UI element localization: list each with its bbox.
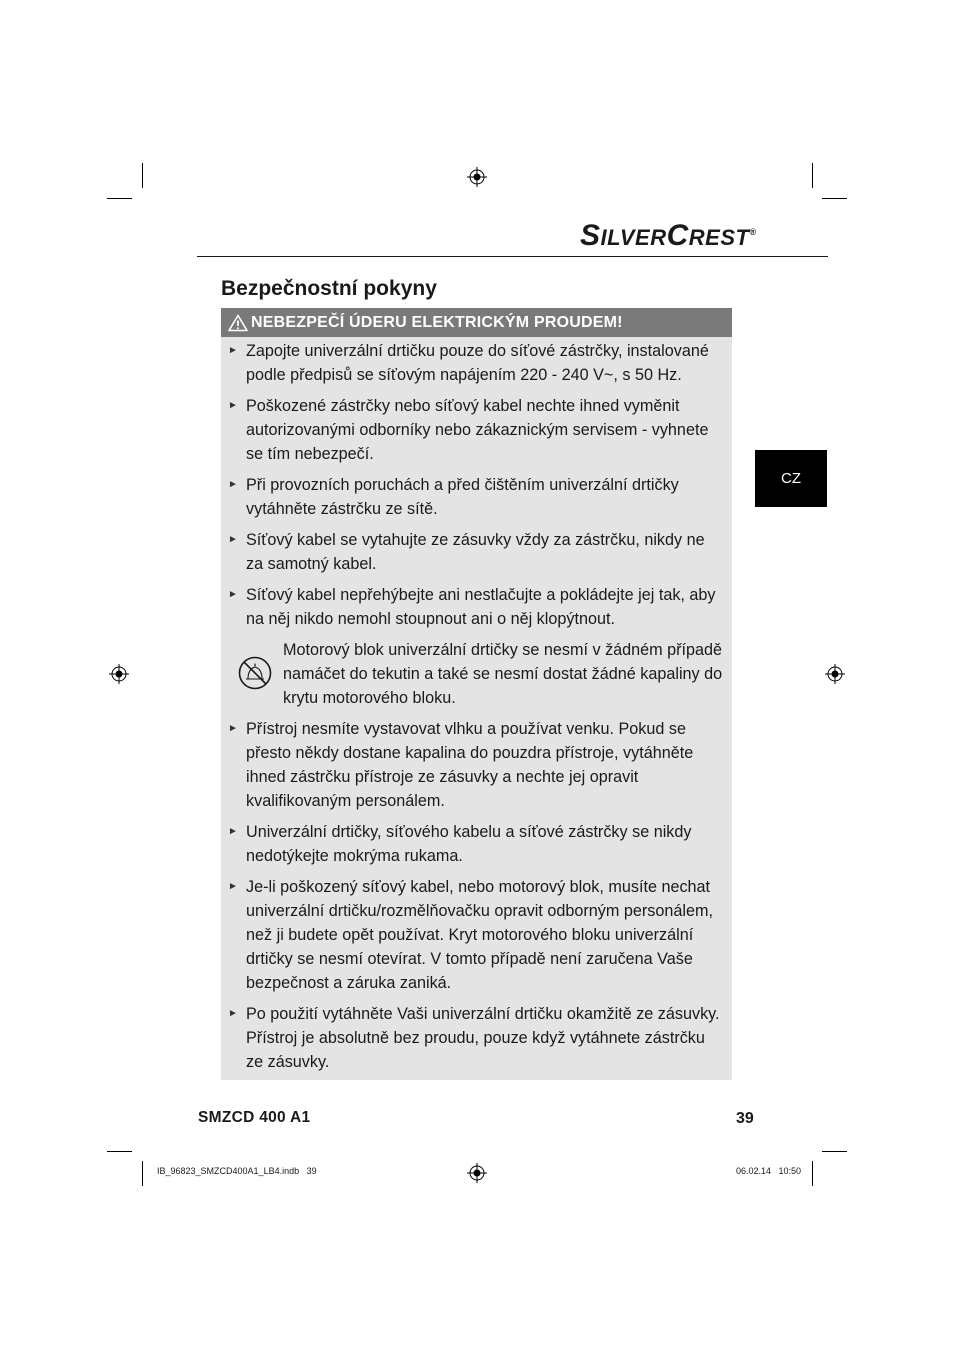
immersion-note: Motorový blok univerzální drtičky se nesmí v žádném případě namáčet do tekutin a také se nesmí dostat žádné kapaliny do krytu motorového bloku.: [221, 638, 732, 710]
language-tab: CZ: [755, 450, 827, 507]
page-number: 39: [736, 1110, 754, 1127]
warning-triangle-icon: [228, 314, 248, 332]
arrow-bullet-icon: ►: [228, 881, 238, 892]
page-title: Bezpečnostní pokyny: [221, 277, 437, 300]
list-item: ► Zapojte univerzální drtičku pouze do síťové zástrčky, instalované podle předpisů se síťovým napájením 220 - 240 V~, s 50 Hz.: [221, 339, 732, 387]
safety-list: [221, 339, 732, 1081]
arrow-bullet-icon: ►: [228, 534, 238, 545]
registration-mark-icon: [467, 167, 487, 187]
registration-mark-icon: [109, 664, 129, 684]
arrow-bullet-icon: ►: [228, 400, 238, 411]
crop-mark: [812, 163, 813, 188]
crop-mark: [812, 1161, 813, 1186]
brand-logo: SILVERCREST®: [580, 219, 757, 252]
list-item: ► Přístroj nesmíte vystavovat vlhku a používat venku. Pokud se přesto někdy dostane kapalina do pouzdra přístroje, vytáhněte ihned zástrčku přístroje ze zásuvky a nechte jej opravit kvalifikovaným personálem.: [221, 717, 732, 813]
crop-mark: [142, 163, 143, 188]
crop-mark: [822, 1151, 847, 1152]
crop-mark: [822, 198, 847, 199]
header-rule: [197, 256, 828, 257]
warning-heading-text: NEBEZPEČÍ ÚDERU ELEKTRICKÝM PROUDEM!: [251, 313, 623, 331]
crop-mark: [142, 1161, 143, 1186]
arrow-bullet-icon: ►: [228, 826, 238, 837]
crop-mark: [107, 198, 132, 199]
crop-mark: [107, 1151, 132, 1152]
registration-mark-icon: [467, 1163, 487, 1183]
list-item: ► Univerzální drtičky, síťového kabelu a síťové zástrčky se nikdy nedotýkejte mokrýma rukama.: [221, 820, 732, 868]
registration-mark-icon: [825, 664, 845, 684]
model-number: SMZCD 400 A1: [198, 1109, 311, 1126]
list-item: ► Síťový kabel nepřehýbejte ani nestlačujte a pokládejte jej tak, aby na něj nikdo nemohl stoupnout ani o něj klopýtnout.: [221, 583, 732, 631]
arrow-bullet-icon: ►: [228, 479, 238, 490]
list-item: ► Síťový kabel se vytahujte ze zásuvky vždy za zástrčku, nikdy ne za samotný kabel.: [221, 528, 732, 576]
print-slug-file: IB_96823_SMZCD400A1_LB4.indb 39: [157, 1166, 317, 1176]
arrow-bullet-icon: ►: [228, 589, 238, 600]
warning-heading: [221, 308, 732, 337]
list-item: ► Při provozních poruchách a před čištěním univerzální drtičky vytáhněte zástrčku ze sítě.: [221, 473, 732, 521]
no-immersion-icon: [238, 656, 272, 690]
arrow-bullet-icon: ►: [228, 723, 238, 734]
list-item: ► Je-li poškozený síťový kabel, nebo motorový blok, musíte nechat univerzální drtičku/rozmělňovačku opravit odborným personálem, než ji budete opět používat. Kryt motorového bloku univerzální drtičky se nesmí otevírat. V tomto případě není zaručena Vaše bezpečnost a záruka zaniká.: [221, 875, 732, 995]
print-slug-date: 06.02.14 10:50: [736, 1166, 802, 1176]
list-item: ► Poškozené zástrčky nebo síťový kabel nechte ihned vyměnit autorizovanými odborníky nebo zákaznickým servisem - vyhnete se tím nebezpečí.: [221, 394, 732, 466]
list-item: ► Po použití vytáhněte Vaši univerzální drtičku okamžitě ze zásuvky. Přístroj je absolutně bez proudu, pouze když vytáhnete zástrčku ze zásuvky.: [221, 1002, 732, 1074]
arrow-bullet-icon: ►: [228, 345, 238, 356]
arrow-bullet-icon: ►: [228, 1008, 238, 1019]
